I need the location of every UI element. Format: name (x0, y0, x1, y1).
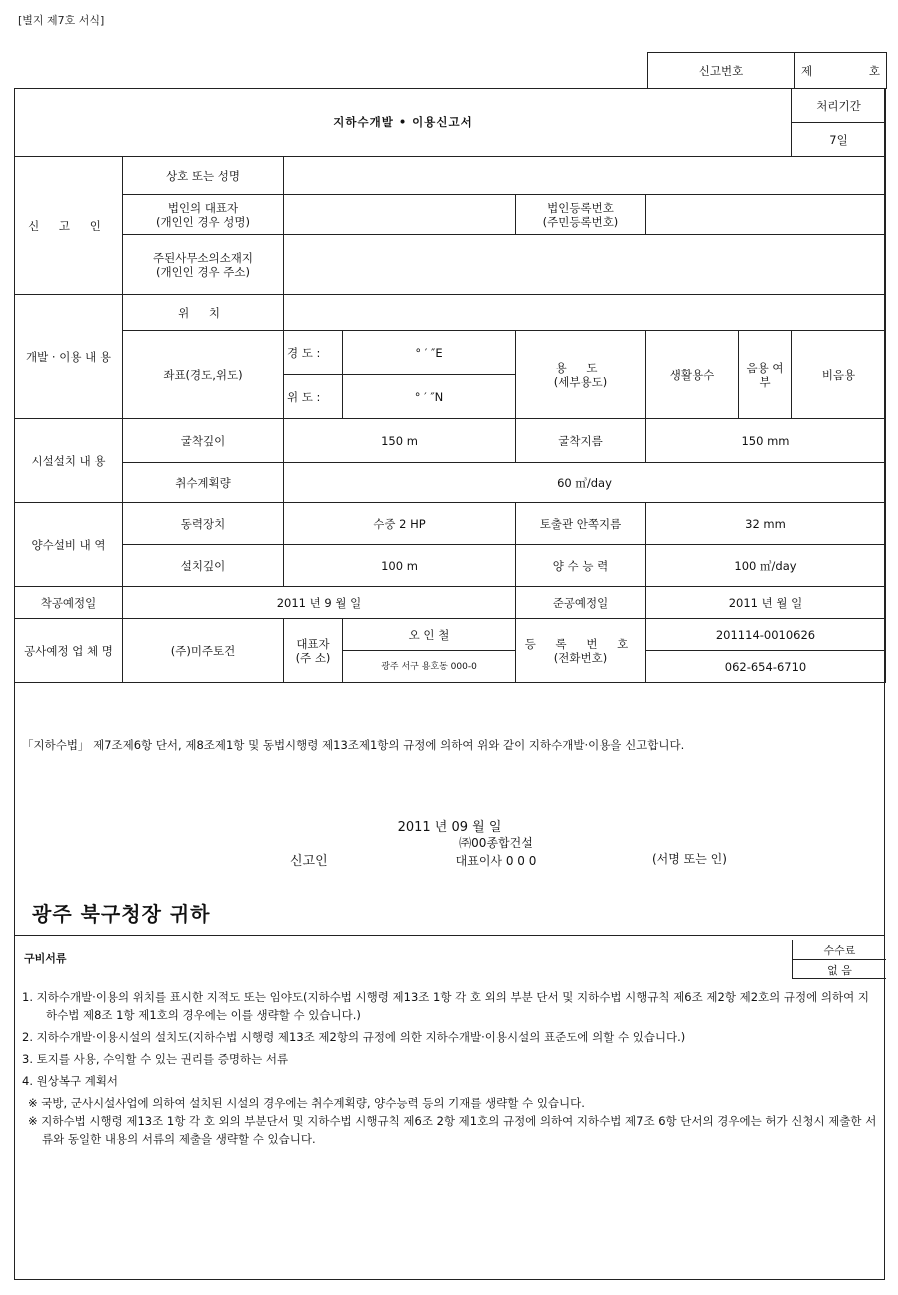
form-top-border (14, 88, 885, 89)
drinking-label: 음용 여부 (739, 331, 792, 419)
receipt-number-label: 신고번호 (648, 53, 795, 89)
document-item: 1. 지하수개발·이용의 위치를 표시한 지적도 또는 임야도(지하수법 시행령 제13조 1항 각 호 외의 부분 단서 및 지하수법 시행규칙 제6조 제2항 제2호의 규정에 의하여 지하수법 제8조 1항 제1호의 경우에는 이를 생략할 수 있습니다.) (22, 990, 869, 1022)
contractor-rep-label: 대표자 (주 소) (284, 619, 343, 683)
recipient: 광주 북구청장 귀하 (32, 902, 211, 926)
end-date-field[interactable]: 2011 년 월 일 (646, 587, 886, 619)
processing-period-label: 처리기간 (792, 89, 886, 123)
fee-value: 없 음 (827, 963, 852, 977)
start-date-label: 착공예정일 (15, 587, 123, 619)
declarant-section-label: 신 고 인 (15, 157, 123, 295)
facility-section-label: 시설설치 내 용 (15, 419, 123, 503)
drill-depth-label: 굴착깊이 (123, 419, 284, 463)
form-outer-frame (14, 88, 885, 1280)
document-note: ※ 국방, 군사시설사업에 의하여 설치된 시설의 경우에는 취수계획량, 양수능력 등의 기재를 생략할 수 있습니다. (28, 1096, 585, 1110)
power-unit-label: 동력장치 (123, 503, 284, 545)
receipt-prefix: 제 (801, 64, 813, 78)
required-documents-title: 구비서류 (24, 952, 67, 965)
use-label: 용 도 (세부용도) (516, 331, 646, 419)
install-depth-label: 설치깊이 (123, 545, 284, 587)
signer-company[interactable]: ㈜00종합건설 (459, 836, 533, 850)
pump-section-label: 양수설비 내 역 (15, 503, 123, 587)
signer-representative[interactable]: 대표이사 0 0 0 (455, 854, 537, 868)
end-date-label: 준공예정일 (516, 587, 646, 619)
pipe-diameter-label: 토출관 안쪽지름 (516, 503, 646, 545)
document-item: 2. 지하수개발·이용시설의 설치도(지하수법 시행령 제13조 제2항의 규정에 의한 지하수개발·이용시설의 표준도에 의할 수 있습니다.) (22, 1030, 686, 1044)
document-item: 4. 원상복구 계획서 (22, 1074, 119, 1088)
install-depth-field[interactable]: 100 m (284, 545, 516, 587)
start-date-field[interactable]: 2011 년 9 월 일 (123, 587, 516, 619)
contractor-address[interactable]: 광주 서구 용호동 000-0 (343, 651, 516, 683)
contractor-phone[interactable]: 062-654-6710 (646, 651, 886, 683)
contractor-company-field[interactable]: (주)미주토건 (123, 619, 284, 683)
pump-capacity-label: 양 수 능 력 (516, 545, 646, 587)
representative-label: 법인의 대표자 (개인인 경우 성명) (123, 195, 284, 235)
declaration-text: 「지하수법」 제7조제6항 단서, 제8조제1항 및 동법시행령 제13조제1항의 규정에 의하여 위와 같이 지하수개발·이용을 신고합니다. (22, 738, 685, 752)
drill-depth-field[interactable]: 150 m (284, 419, 516, 463)
drill-diameter-field[interactable]: 150 mm (646, 419, 886, 463)
contractor-reg-label: 등 록 번 호 (전화번호) (516, 619, 646, 683)
signer-label: 신고인 (290, 854, 328, 869)
office-address-label: 주된사무소의소재지 (개인인 경우 주소) (123, 235, 284, 295)
declaration-date[interactable]: 2011 년 09 월 일 (397, 820, 502, 835)
longitude-field[interactable]: ° ′ ″E (343, 331, 516, 375)
document-note: ※ 지하수법 시행령 제13조 1항 각 호 외의 부분단서 및 지하수법 시행규칙 제6조 2항 제1호의 규정에 의하여 지하수법 제7조 6항 단서의 경우에는 허가 신청시 제출한 서류와 동일한 내용의 서류의 제출을 생략할 수 있습니다. (28, 1114, 877, 1146)
drill-diameter-label: 굴착지름 (516, 419, 646, 463)
receipt-number-box (647, 52, 887, 89)
company-name-label: 상호 또는 성명 (123, 157, 284, 195)
fee-label: 수수료 (793, 940, 886, 960)
document-item: 3. 토지를 사용, 수익할 수 있는 권리를 증명하는 서류 (22, 1052, 289, 1066)
processing-period-value: 7일 (792, 123, 886, 157)
pump-capacity-field[interactable]: 100 ㎥/day (646, 545, 886, 587)
form-title: 지하수개발 • 이용신고서 (15, 89, 792, 157)
latitude-field[interactable]: ° ′ ″N (343, 375, 516, 419)
contractor-reg-number[interactable]: 201114-0010626 (646, 619, 886, 651)
contractor-section-label: 공사예정 업 체 명 (15, 619, 123, 683)
latitude-label: 위 도 : (284, 375, 343, 419)
signature-seal[interactable]: (서명 또는 인) (652, 852, 727, 866)
form-number-label: [별지 제7호 서식] (18, 14, 105, 27)
planned-intake-field[interactable]: 60 ㎥/day (284, 463, 886, 503)
registration-number-label: 법인등록번호 (주민등록번호) (516, 195, 646, 235)
longitude-label: 경 도 : (284, 331, 343, 375)
location-label: 위 치 (123, 295, 284, 331)
development-section-label: 개발 · 이용 내 용 (15, 295, 123, 419)
contractor-rep-name[interactable]: 오 인 철 (343, 619, 516, 651)
receipt-number-field[interactable] (795, 53, 886, 89)
planned-intake-label: 취수계획량 (123, 463, 284, 503)
pipe-diameter-field[interactable]: 32 mm (646, 503, 886, 545)
drinking-field[interactable]: 비음용 (792, 331, 886, 419)
receipt-suffix: 호 (868, 64, 880, 78)
coordinate-label: 좌표(경도,위도) (123, 331, 284, 419)
use-field[interactable]: 생활용수 (646, 331, 739, 419)
power-unit-field[interactable]: 수중 2 HP (284, 503, 516, 545)
